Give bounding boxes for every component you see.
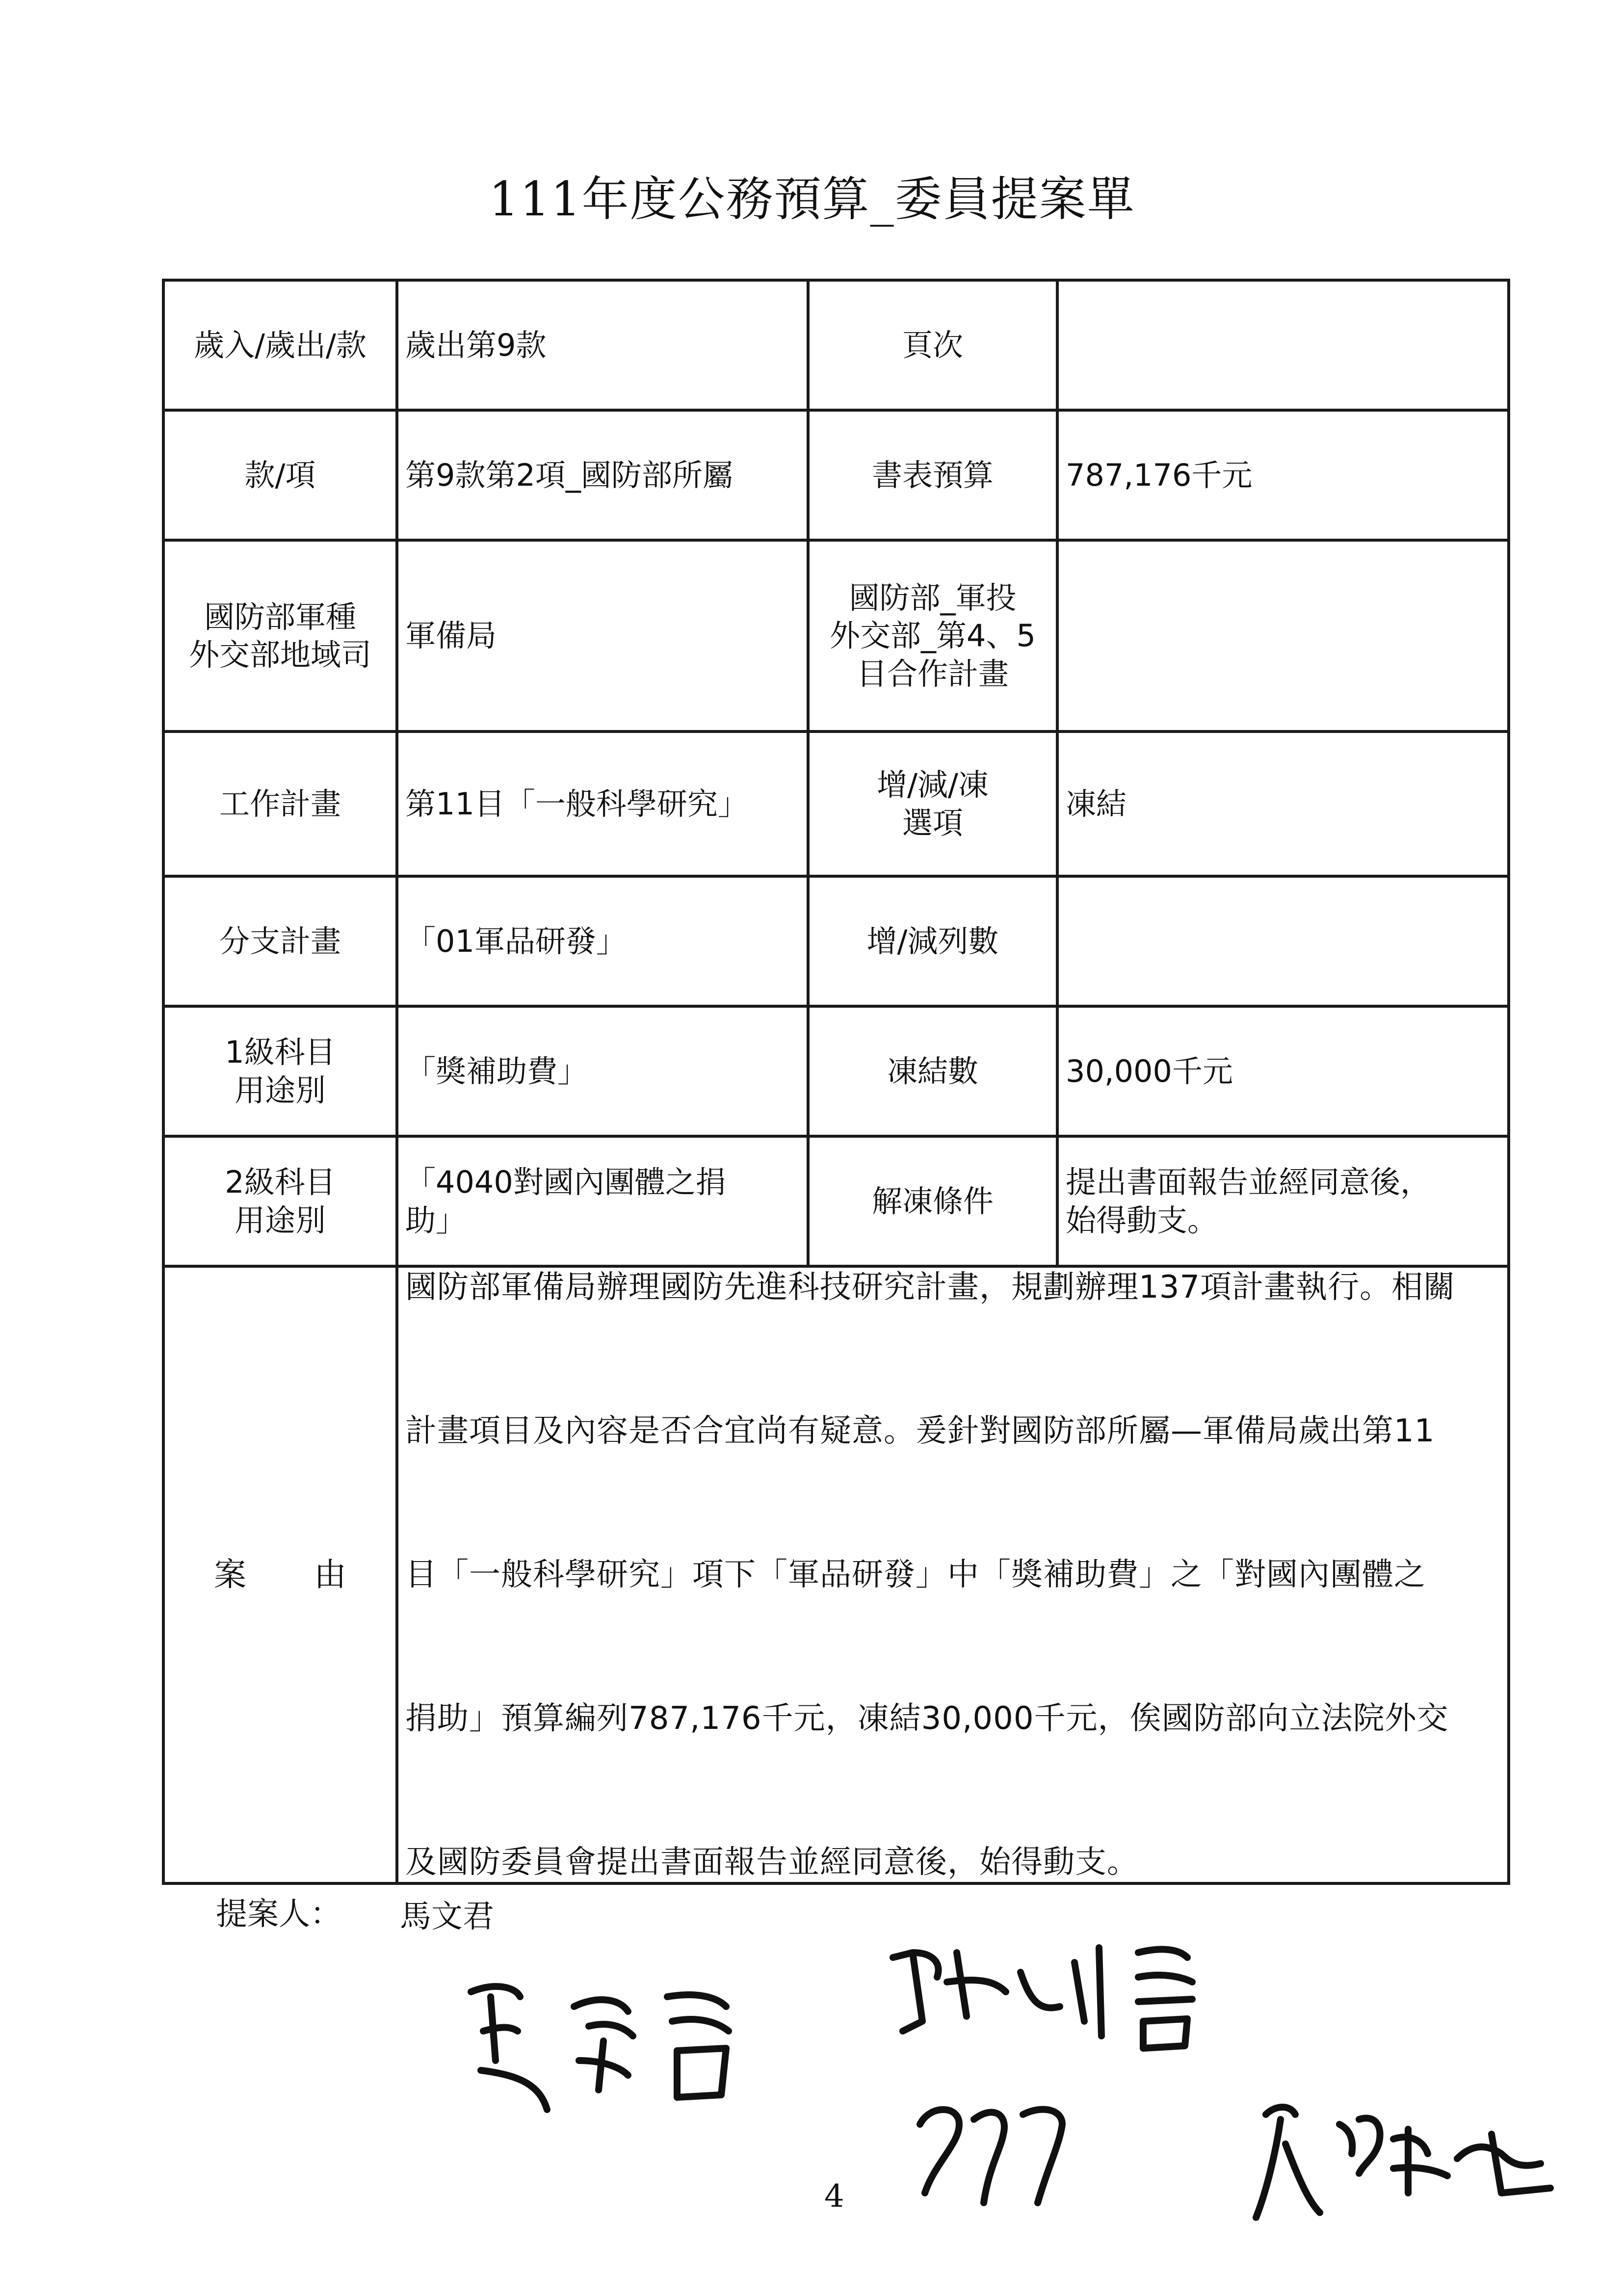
- row-value: 第11目「一般科學研究」: [397, 731, 808, 876]
- row-value: 「獎補助費」: [397, 1006, 808, 1136]
- form-row: [163, 410, 1509, 540]
- form-row: [163, 540, 1509, 731]
- label-line: 外交部_第4、5: [830, 618, 1036, 654]
- row-label-2: [808, 540, 1057, 731]
- label-line: 國防部軍種: [204, 599, 356, 635]
- handwritten-signature-1: [461, 1962, 765, 2119]
- row-label-2: [808, 731, 1057, 876]
- page-number: 4: [824, 2178, 844, 2215]
- reason-text: [397, 1266, 1509, 1883]
- row-label-2: 解凍條件: [808, 1136, 1057, 1266]
- proposal-form-table: [162, 279, 1510, 1885]
- reason-line: 及國防委員會提出書面報告並經同意後，始得動支。: [405, 1844, 1139, 1880]
- reason-label: [163, 1266, 397, 1883]
- row-label-2: 書表預算: [808, 410, 1057, 540]
- proposer-label: 提案人：: [216, 1896, 341, 1932]
- form-row: [163, 1136, 1509, 1266]
- reason-line: 計畫項目及內容是否合宜尚有疑意。爰針對國防部所屬—軍備局歲出第11: [405, 1413, 1435, 1449]
- reason-row: [163, 1266, 1509, 1883]
- row-value-2: [1057, 876, 1509, 1006]
- row-value-2: 凍結: [1057, 731, 1509, 876]
- reason-line: 捐助」預算編列787,176千元，凍結30,000千元，俟國防部向立法院外交: [405, 1700, 1449, 1737]
- reason-label-char: 案: [214, 1555, 246, 1593]
- form-row: [163, 876, 1509, 1006]
- handwritten-number-297: [910, 2095, 1077, 2218]
- label-line: 用途別: [234, 1072, 326, 1108]
- value-line: 提出書面報告並經同意後，: [1066, 1164, 1431, 1200]
- row-label: [163, 540, 397, 731]
- row-value: 第9款第2項_國防部所屬: [397, 410, 808, 540]
- reason-label-char: 由: [314, 1555, 346, 1593]
- row-value: [397, 1136, 808, 1266]
- value-line: 「4040對國內團體之捐: [405, 1164, 726, 1200]
- row-label: 歲入/歲出/款: [163, 280, 397, 410]
- row-label: [163, 1136, 397, 1266]
- label-line: 2級科目: [225, 1164, 336, 1200]
- row-value: 歲出第9款: [397, 280, 808, 410]
- row-label: 工作計畫: [163, 731, 397, 876]
- reason-line: 目「一般科學研究」項下「軍品研發」中「獎補助費」之「對國內團體之: [405, 1557, 1426, 1593]
- label-line: 1級科目: [225, 1034, 336, 1070]
- form-row: [163, 1006, 1509, 1136]
- row-value-2: 30,000千元: [1057, 1006, 1509, 1136]
- form-title: 111年度公務預算_委員提案單: [489, 172, 1135, 227]
- label-line: 國防部_軍投: [849, 579, 1017, 616]
- row-label: 分支計畫: [163, 876, 397, 1006]
- handwritten-signature-2: [883, 1933, 1256, 2061]
- row-value-2: [1057, 280, 1509, 410]
- label-line: 目合作計畫: [856, 655, 1009, 692]
- label-line: 外交部地域司: [188, 637, 371, 673]
- label-line: 用途別: [234, 1202, 326, 1238]
- row-label-2: 增/減列數: [808, 876, 1057, 1006]
- row-label-2: 頁次: [808, 280, 1057, 410]
- row-label: 款/項: [163, 410, 397, 540]
- form-row: [163, 280, 1509, 410]
- row-value-2: [1057, 1136, 1509, 1266]
- proposer-name: 馬文君: [400, 1899, 494, 1935]
- row-label-2: 凍結數: [808, 1006, 1057, 1136]
- row-label: [163, 1006, 397, 1136]
- row-value-2: 787,176千元: [1057, 410, 1509, 540]
- handwritten-signature-3: [1246, 2085, 1580, 2232]
- row-value-2: [1057, 540, 1509, 731]
- value-line: 始得動支。: [1066, 1202, 1218, 1238]
- label-line: 增/減/凍: [877, 767, 989, 803]
- reason-line: 國防部軍備局辦理國防先進科技研究計畫，規劃辦理137項計畫執行。相關: [405, 1269, 1456, 1305]
- label-line: 選項: [902, 805, 963, 841]
- row-value: 軍備局: [397, 540, 808, 731]
- value-line: 助」: [405, 1202, 467, 1238]
- form-row: [163, 731, 1509, 876]
- row-value: 「01軍品研發」: [397, 876, 808, 1006]
